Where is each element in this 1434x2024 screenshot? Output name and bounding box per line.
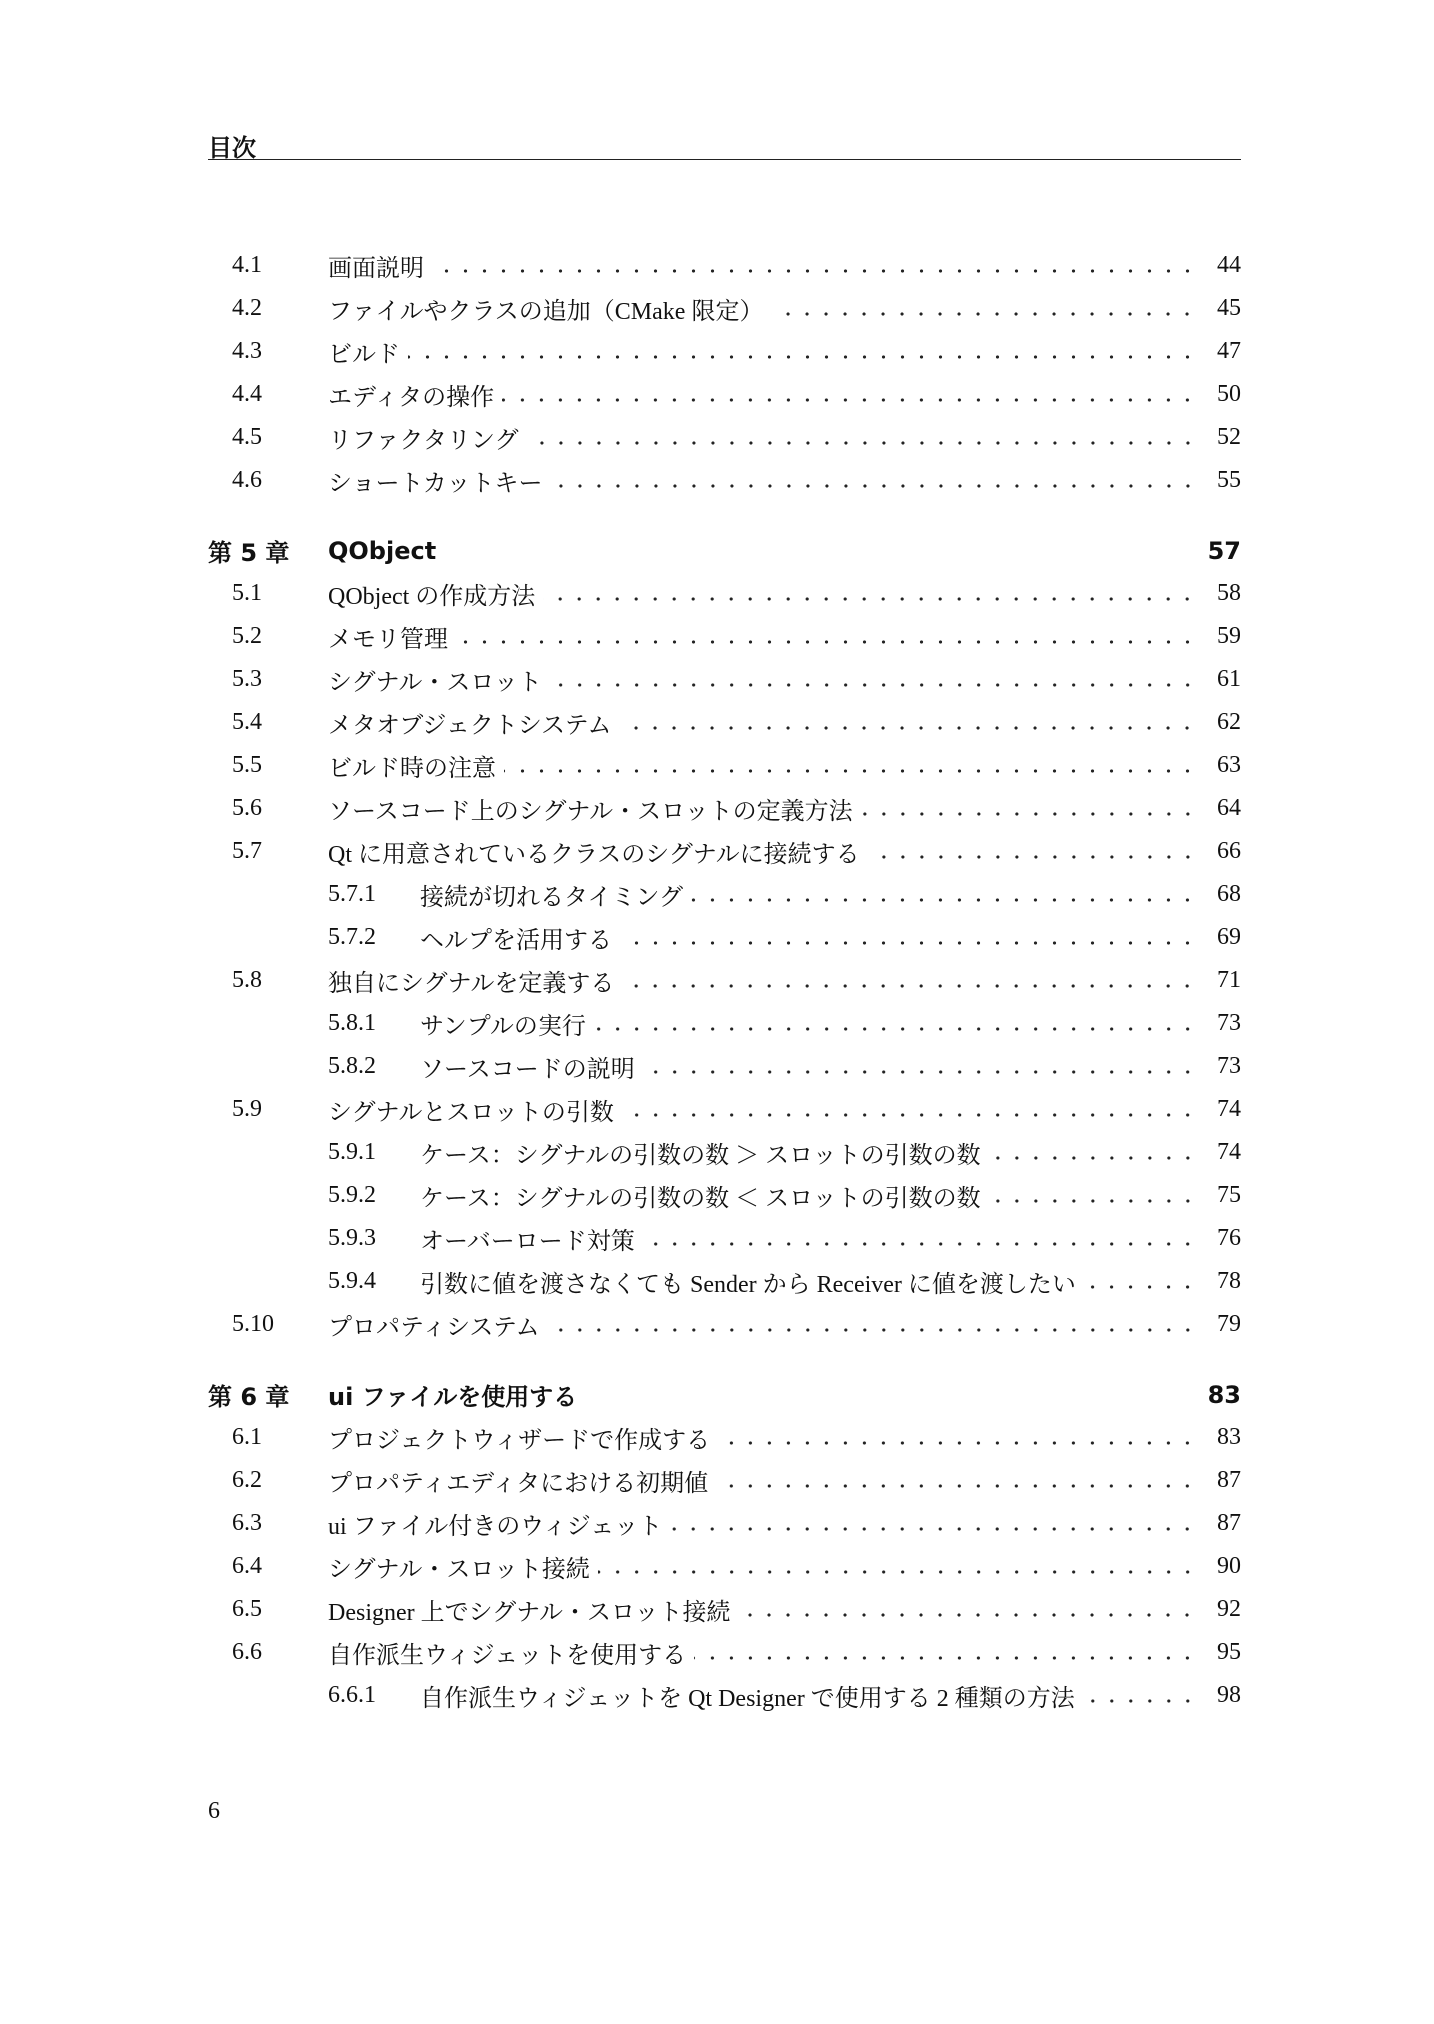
entry-page: 71 <box>1217 967 1241 993</box>
entry-page: 98 <box>1217 1682 1241 1708</box>
entry-number: 5.1 <box>232 580 262 606</box>
entry-number: 5.9.1 <box>328 1139 376 1165</box>
dot-leader <box>694 1641 1197 1665</box>
entry-title: 接続が切れるタイミング <box>420 885 684 911</box>
entry-title: ビルド時の注意 <box>328 756 496 782</box>
toc-entry-section[interactable] <box>208 330 1241 373</box>
entry-page: 44 <box>1217 252 1241 278</box>
dot-leader <box>868 840 1197 864</box>
entry-page: 55 <box>1217 467 1241 493</box>
toc-entry-section[interactable] <box>208 1416 1241 1459</box>
entry-title: Qt に用意されているクラスのシグナルに接続する <box>328 842 860 868</box>
entry-page: 76 <box>1217 1225 1241 1251</box>
entry-number: 6.3 <box>232 1510 262 1536</box>
toc-entry-section[interactable] <box>208 572 1241 615</box>
entry-title: プロパティシステム <box>328 1315 540 1341</box>
entry-number: 6.6 <box>232 1639 262 1665</box>
entry-title: 画面説明 <box>328 256 424 282</box>
entry-title: シグナルとスロットの引数 <box>328 1100 614 1126</box>
toc-entry-section[interactable] <box>208 959 1241 1002</box>
entry-title: メモリ管理 <box>328 627 448 653</box>
toc-entry-chapter[interactable] <box>208 1373 1241 1416</box>
dot-leader <box>1084 1270 1197 1294</box>
entry-number: 5.9.4 <box>328 1268 376 1294</box>
dot-leader <box>620 926 1197 950</box>
entry-title: ケース：シグナルの引数の数 ＞ スロットの引数の数 <box>420 1143 981 1169</box>
dot-leader <box>598 1555 1197 1579</box>
entry-page: 75 <box>1217 1182 1241 1208</box>
entry-title: 独自にシグナルを定義する <box>328 971 615 997</box>
dot-leader <box>504 754 1197 778</box>
entry-page: 83 <box>1217 1424 1241 1450</box>
dot-leader <box>585 1383 1193 1407</box>
entry-title: エディタの操作 <box>328 385 495 411</box>
toc-entry-section[interactable] <box>208 1631 1241 1674</box>
entry-title: サンプルの実行 <box>420 1014 586 1040</box>
entry-page: 63 <box>1217 752 1241 778</box>
toc-entry-subsection[interactable] <box>208 1131 1241 1174</box>
dot-leader <box>691 883 1197 907</box>
toc-entry-subsection[interactable] <box>208 1002 1241 1045</box>
entry-number: 5.9.2 <box>328 1182 376 1208</box>
entry-number: 6.2 <box>232 1467 262 1493</box>
dot-leader <box>738 1598 1197 1622</box>
entry-number: 6.1 <box>232 1424 262 1450</box>
toc-entry-section[interactable] <box>208 416 1241 459</box>
dot-leader <box>861 797 1197 821</box>
entry-page: 64 <box>1217 795 1241 821</box>
entry-number: 4.4 <box>232 381 262 407</box>
toc-entry-section[interactable] <box>208 1459 1241 1502</box>
entry-page: 87 <box>1217 1467 1241 1493</box>
toc-entry-section[interactable] <box>208 287 1241 330</box>
entry-number: 5.5 <box>232 752 262 778</box>
entry-page: 73 <box>1217 1053 1241 1079</box>
toc-entry-subsection[interactable] <box>208 1260 1241 1303</box>
dot-leader <box>502 383 1197 407</box>
entry-page: 92 <box>1217 1596 1241 1622</box>
dot-leader <box>670 1512 1197 1536</box>
entry-title: プロパティエディタにおける初期値 <box>328 1471 709 1497</box>
entry-title: ui ファイル付きのウィジェット <box>328 1514 663 1540</box>
entry-title: ファイルやクラスの追加（CMake 限定） <box>328 299 764 325</box>
entry-number: 4.1 <box>232 252 262 278</box>
entry-title: プロジェクトウィザードで作成する <box>328 1428 711 1454</box>
entry-number: 5.7.2 <box>328 924 376 950</box>
toc-entry-section[interactable] <box>208 1502 1241 1545</box>
entry-title: ビルド <box>328 342 400 368</box>
toc-entry-section[interactable] <box>208 244 1241 287</box>
table-of-contents <box>208 244 1241 1717</box>
entry-title: 自作派生ウィジェットを Qt Designer で使用する 2 種類の方法 <box>420 1686 1075 1712</box>
dot-leader <box>550 668 1197 692</box>
entry-number: 4.2 <box>232 295 262 321</box>
entry-title: ショートカットキー <box>328 471 543 497</box>
toc-entry-section[interactable] <box>208 658 1241 701</box>
dot-leader <box>551 469 1197 493</box>
entry-number: 5.9 <box>232 1096 262 1122</box>
entry-page: 69 <box>1217 924 1241 950</box>
entry-page: 57 <box>1207 536 1241 565</box>
entry-page: 59 <box>1217 623 1241 649</box>
toc-entry-chapter[interactable] <box>208 529 1241 572</box>
entry-number: 6.6.1 <box>328 1682 376 1708</box>
entry-title: シグナル・スロット接続 <box>328 1557 590 1583</box>
dot-leader <box>643 1227 1197 1251</box>
entry-page: 95 <box>1217 1639 1241 1665</box>
dot-leader <box>432 254 1197 278</box>
entry-page: 74 <box>1217 1139 1241 1165</box>
entry-title: QObject <box>328 536 437 565</box>
entry-title: ui ファイルを使用する <box>328 1383 578 1411</box>
entry-number: 5.8.1 <box>328 1010 376 1036</box>
toc-entry-subsection[interactable] <box>208 873 1241 916</box>
dot-leader <box>444 539 1193 563</box>
entry-page: 66 <box>1217 838 1241 864</box>
toc-entry-section[interactable] <box>208 744 1241 787</box>
entry-number: 4.6 <box>232 467 262 493</box>
entry-title: 自作派生ウィジェットを使用する <box>328 1643 687 1669</box>
entry-number: 5.7 <box>232 838 262 864</box>
entry-number: 5.3 <box>232 666 262 692</box>
entry-title: メタオブジェクトシステム <box>328 713 612 739</box>
dot-leader <box>527 426 1197 450</box>
entry-page: 68 <box>1217 881 1241 907</box>
dot-leader <box>1083 1684 1197 1708</box>
entry-page: 73 <box>1217 1010 1241 1036</box>
entry-page: 78 <box>1217 1268 1241 1294</box>
entry-page: 90 <box>1217 1553 1241 1579</box>
toc-entry-section[interactable] <box>208 1088 1241 1131</box>
toc-entry-section[interactable] <box>208 1545 1241 1588</box>
entry-title: リファクタリング <box>328 428 519 454</box>
entry-number: 5.7.1 <box>328 881 376 907</box>
entry-title: オーバーロード対策 <box>420 1229 635 1255</box>
entry-title: ヘルプを活用する <box>420 928 612 954</box>
toc-entry-subsection[interactable] <box>208 1674 1241 1717</box>
dot-leader <box>543 582 1197 606</box>
dot-leader <box>716 1469 1197 1493</box>
toc-entry-section[interactable] <box>208 830 1241 873</box>
toc-entry-section[interactable] <box>208 615 1241 658</box>
entry-number: 5.6 <box>232 795 262 821</box>
toc-entry-section[interactable] <box>208 1588 1241 1631</box>
entry-page: 50 <box>1217 381 1241 407</box>
dot-leader <box>622 969 1197 993</box>
toc-entry-section[interactable] <box>208 787 1241 830</box>
entry-number: 5.4 <box>232 709 262 735</box>
entry-page: 47 <box>1217 338 1241 364</box>
entry-number: 第 6 章 <box>208 1383 290 1411</box>
toc-entry-section[interactable] <box>208 459 1241 502</box>
dot-leader <box>643 1055 1197 1079</box>
dot-leader <box>619 711 1197 735</box>
header-rule <box>208 159 1241 160</box>
entry-page: 74 <box>1217 1096 1241 1122</box>
entry-number: 6.5 <box>232 1596 262 1622</box>
entry-title: ソースコード上のシグナル・スロットの定義方法 <box>328 799 853 825</box>
entry-page: 52 <box>1217 424 1241 450</box>
entry-number: 6.4 <box>232 1553 262 1579</box>
entry-number: 5.10 <box>232 1311 274 1337</box>
toc-entry-section[interactable] <box>208 701 1241 744</box>
entry-page: 62 <box>1217 709 1241 735</box>
entry-page: 58 <box>1217 580 1241 606</box>
dot-leader <box>548 1313 1197 1337</box>
page-number: 6 <box>208 1798 220 1824</box>
entry-title: シグナル・スロット <box>328 670 542 696</box>
dot-leader <box>771 297 1197 321</box>
toc-entry-subsection[interactable] <box>208 916 1241 959</box>
toc-entry-section[interactable] <box>208 1303 1241 1346</box>
entry-title: Designer 上でシグナル・スロット接続 <box>328 1600 731 1626</box>
entry-page: 45 <box>1217 295 1241 321</box>
entry-page: 79 <box>1217 1311 1241 1337</box>
entry-number: 4.3 <box>232 338 262 364</box>
entry-title: QObject の作成方法 <box>328 584 536 610</box>
entry-number: 5.9.3 <box>328 1225 376 1251</box>
dot-leader <box>989 1184 1197 1208</box>
entry-number: 第 5 章 <box>208 539 290 567</box>
entry-page: 83 <box>1207 1380 1241 1409</box>
toc-entry-subsection[interactable] <box>208 1174 1241 1217</box>
entry-number: 5.2 <box>232 623 262 649</box>
dot-leader <box>622 1098 1197 1122</box>
entry-title: ソースコードの説明 <box>420 1057 635 1083</box>
dot-leader <box>408 340 1197 364</box>
toc-entry-section[interactable] <box>208 373 1241 416</box>
dot-leader <box>456 625 1197 649</box>
toc-entry-subsection[interactable] <box>208 1217 1241 1260</box>
dot-leader <box>989 1141 1197 1165</box>
dot-leader <box>718 1426 1197 1450</box>
dot-leader <box>594 1012 1197 1036</box>
entry-number: 4.5 <box>232 424 262 450</box>
entry-number: 5.8.2 <box>328 1053 376 1079</box>
toc-entry-subsection[interactable] <box>208 1045 1241 1088</box>
entry-page: 61 <box>1217 666 1241 692</box>
entry-number: 5.8 <box>232 967 262 993</box>
entry-title: ケース：シグナルの引数の数 ＜ スロットの引数の数 <box>420 1186 981 1212</box>
entry-title: 引数に値を渡さなくても Sender から Receiver に値を渡したい <box>420 1272 1076 1298</box>
entry-page: 87 <box>1217 1510 1241 1536</box>
running-header-title: 目次 <box>208 134 256 162</box>
